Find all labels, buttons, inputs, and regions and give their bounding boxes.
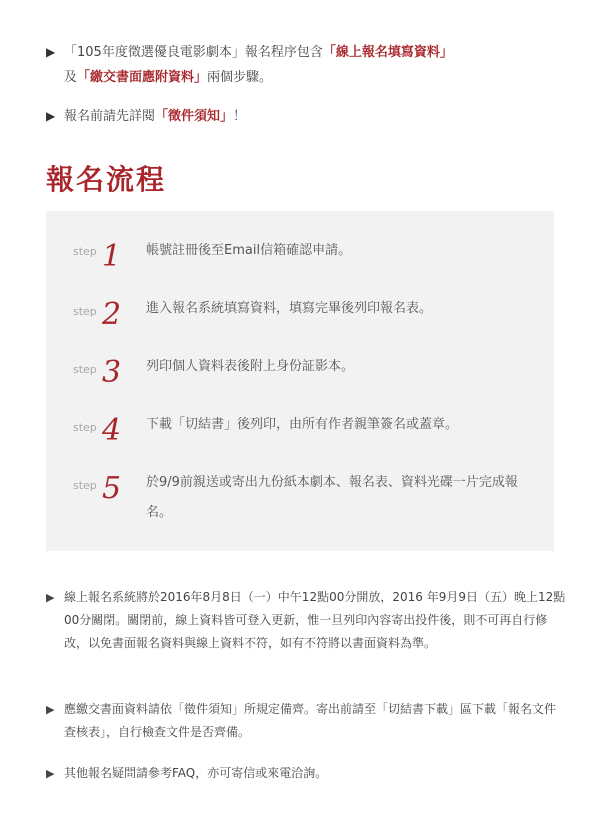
- step-1: [46, 233, 554, 273]
- step-number: 5: [102, 471, 122, 506]
- intro-note-2: [46, 104, 566, 129]
- step-text: 下載「切結書」後列印，由所有作者親筆簽名或蓋章。: [146, 417, 459, 432]
- section-title: 報名流程: [46, 163, 167, 196]
- triangle-bullet-icon: ▶: [46, 703, 55, 716]
- triangle-bullet-icon: ▶: [46, 767, 55, 780]
- bottom-note-3: [46, 762, 566, 785]
- step-label: step: [73, 305, 97, 318]
- step-2: [46, 291, 554, 331]
- highlight-online-registration: 「線上報名填寫資料」: [322, 45, 453, 60]
- step-label: step: [73, 421, 97, 434]
- step-4: [46, 407, 554, 447]
- highlight-submit-documents: 「繳交書面應附資料」: [77, 70, 208, 85]
- bottom-note-2: [46, 698, 566, 744]
- step-number: 2: [102, 297, 122, 332]
- bottom-note-text: 其他報名疑問請參考FAQ，亦可寄信或來電洽詢。: [64, 766, 328, 780]
- step-number: 1: [102, 239, 122, 274]
- bottom-note-text: 線上報名系統將於2016年8月8日（一）中午12點00分開放，2016 年9月9日（五）晚上12點00分關閉。關閉前，線上資料皆可登入更新，惟一旦列印內容寄出投件後，則不可再自行修改，以免書面報名資料與線上資料不符，如有不符將以書面資料為準。: [64, 590, 566, 650]
- intro-text: 兩個步驟。: [207, 70, 273, 85]
- step-text: 於9/9前親送或寄出九份紙本劇本、報名表、資料光碟一片完成報名。: [146, 475, 518, 520]
- step-number: 4: [102, 413, 122, 448]
- step-5: [46, 465, 554, 520]
- step-3: [46, 349, 554, 389]
- triangle-bullet-icon: ▶: [46, 591, 55, 604]
- intro-text: 及: [64, 70, 78, 85]
- step-label: step: [73, 363, 97, 376]
- triangle-bullet-icon: ▶: [46, 45, 56, 59]
- steps-panel: [46, 211, 554, 551]
- link-submission-guidelines[interactable]: 「徵件須知」: [155, 109, 234, 124]
- step-text: 列印個人資料表後附上身份証影本。: [146, 359, 355, 374]
- bottom-note-1: [46, 586, 566, 655]
- intro-text: 「105年度徵選優良電影劇本」報名程序包含: [64, 45, 323, 60]
- intro-note-2-text: [46, 104, 566, 129]
- step-label: step: [73, 479, 97, 492]
- bottom-note-text: 應繳交書面資料請依「徵件須知」所規定備齊。寄出前請至「切結書下載」區下載「報名文件查核表」，自行檢查文件是否齊備。: [64, 702, 557, 739]
- intro-note-1-text: [46, 40, 566, 90]
- step-text: 進入報名系統填寫資料，填寫完畢後列印報名表。: [146, 301, 433, 316]
- step-label: step: [73, 245, 97, 258]
- intro-text: 報名前請先詳閱: [64, 109, 156, 124]
- step-number: 3: [102, 355, 122, 390]
- intro-note-1: [46, 40, 566, 90]
- triangle-bullet-icon: ▶: [46, 109, 56, 123]
- intro-text: ！: [233, 109, 247, 124]
- step-text: 帳號註冊後至Email信箱確認申請。: [146, 243, 352, 258]
